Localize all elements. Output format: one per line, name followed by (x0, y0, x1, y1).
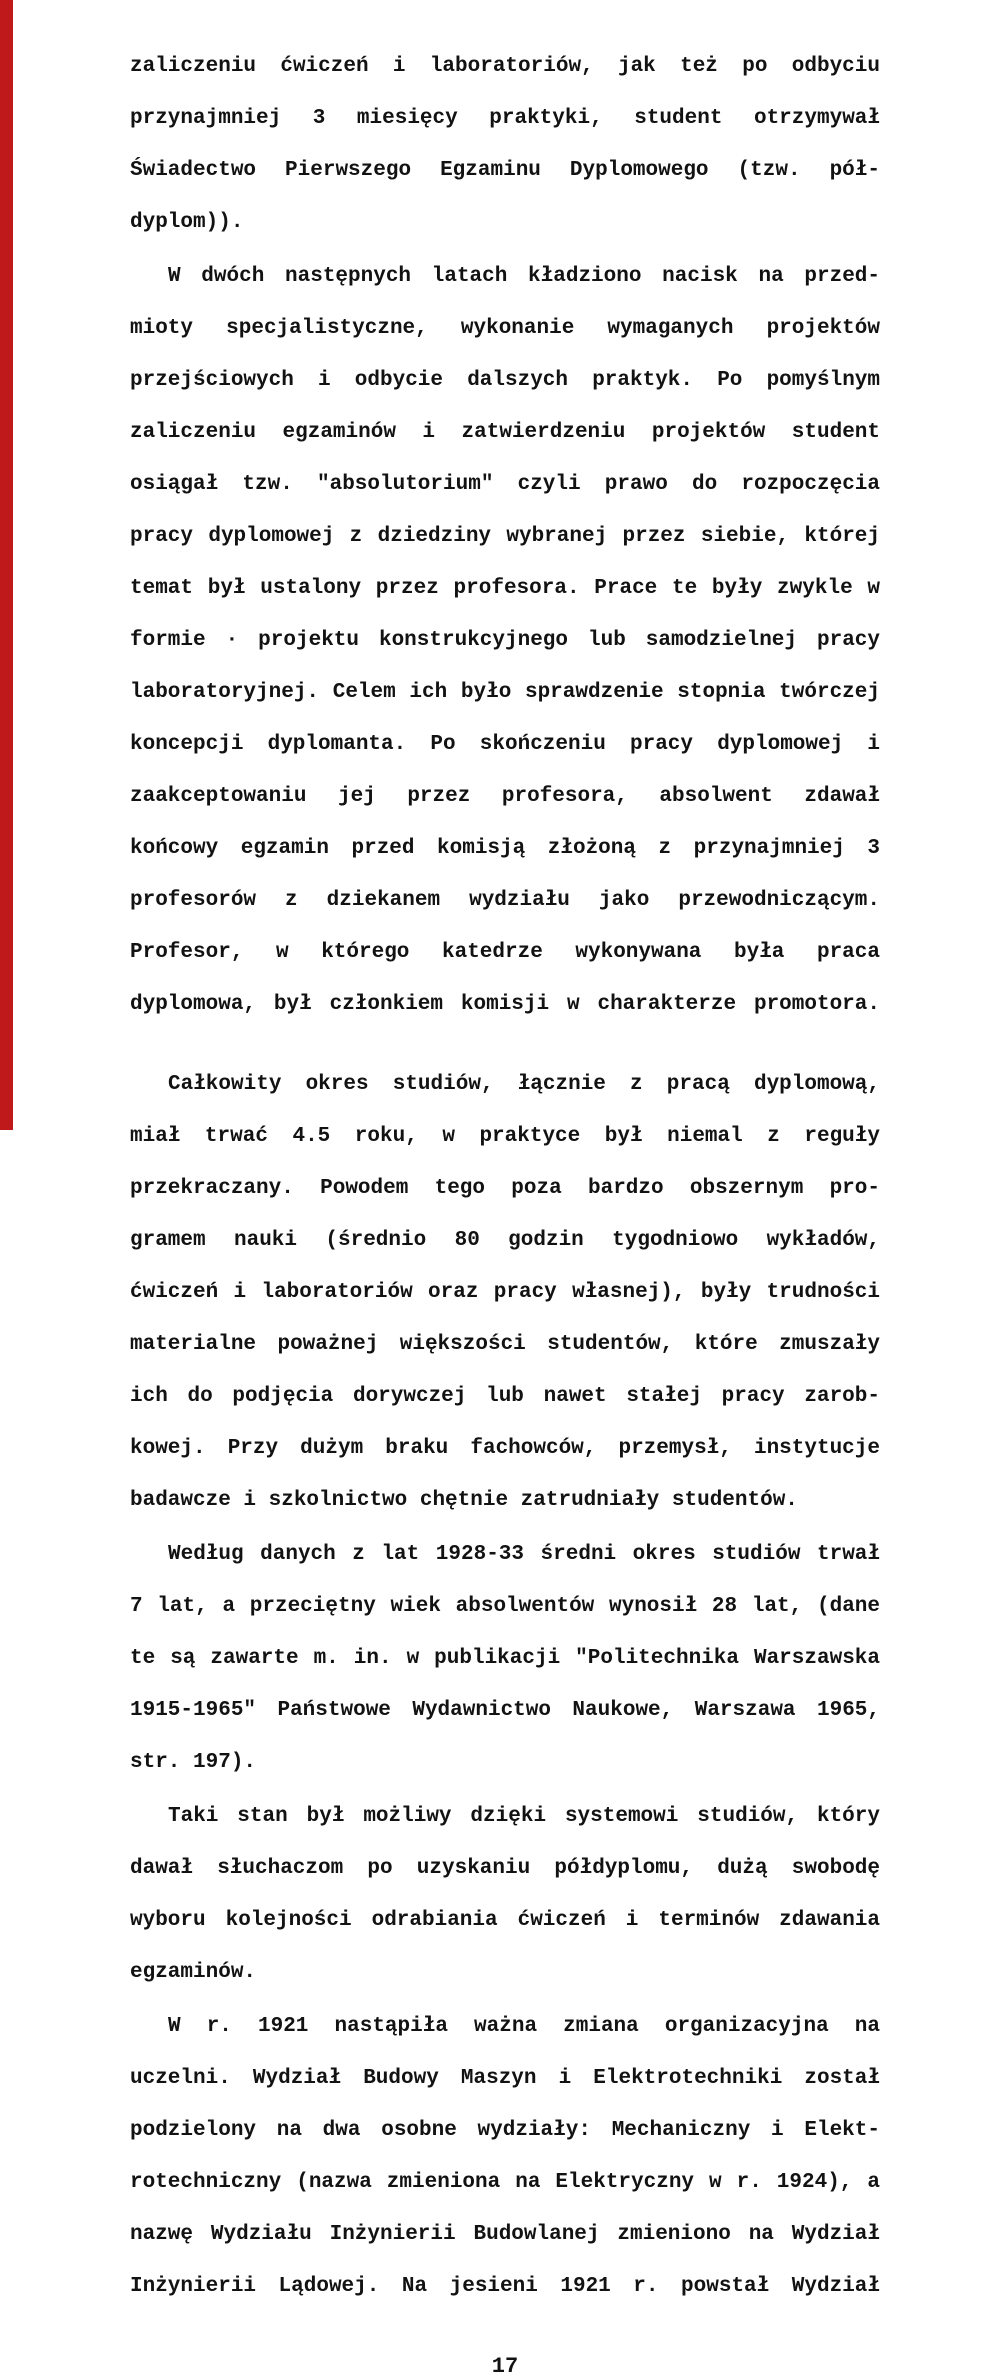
text-line: kowej. Przy dużym braku fachowców, przemysł, instytucje (130, 1437, 880, 1460)
text-line: dyplomowa, był członkiem komisji w charakterze promotora. (130, 993, 880, 1016)
text-line: przynajmniej 3 miesięcy praktyki, student otrzymywał (130, 107, 880, 130)
text-line: gramem nauki (średnio 80 godzin tygodniowo wykładów, (130, 1229, 880, 1252)
text-line: dawał słuchaczom po uzyskaniu półdyplomu, dużą swobodę (130, 1857, 880, 1880)
text-line: końcowy egzamin przed komisją złożoną z przynajmniej 3 (130, 837, 880, 860)
text-line: te są zawarte m. in. w publikacji "Politechnika Warszawska (130, 1647, 880, 1670)
text-line: Inżynierii Lądowej. Na jesieni 1921 r. powstał Wydział (130, 2275, 880, 2298)
text-line: str. 197). (130, 1751, 257, 1774)
text-line: koncepcji dyplomanta. Po skończeniu pracy dyplomowej i (130, 733, 880, 756)
text-line: przejściowych i odbycie dalszych praktyk. Po pomyślnym (130, 369, 880, 392)
text-line: egzaminów. (130, 1961, 257, 1984)
text-line: W r. 1921 nastąpiła ważna zmiana organizacyjna na (168, 2015, 880, 2038)
text-line: nazwę Wydziału Inżynierii Budowlanej zmieniono na Wydział (130, 2223, 880, 2246)
text-line: zaliczeniu egzaminów i zatwierdzeniu projektów student (130, 421, 880, 444)
text-line: osiągał tzw. "absolutorium" czyli prawo do rozpoczęcia (130, 473, 880, 496)
text-line: Całkowity okres studiów, łącznie z pracą dyplomową, (168, 1073, 880, 1096)
text-line: ich do podjęcia dorywczej lub nawet stałej pracy zarob- (130, 1385, 880, 1408)
text-line: formie · projektu konstrukcyjnego lub samodzielnej pracy (130, 629, 880, 652)
text-line: Profesor, w którego katedrze wykonywana była praca (130, 941, 880, 964)
text-line: zaliczeniu ćwiczeń i laboratoriów, jak też po odbyciu (130, 55, 880, 78)
paragraph (130, 264, 880, 1044)
text-line: podzielony na dwa osobne wydziały: Mechaniczny i Elekt- (130, 2119, 880, 2142)
text-line: Według danych z lat 1928-33 średni okres studiów trwał (168, 1543, 880, 1566)
text-line: 1915-1965" Państwowe Wydawnictwo Naukowe, Warszawa 1965, (130, 1699, 880, 1722)
text-line: materialne poważnej większości studentów, które zmuszały (130, 1333, 880, 1356)
text-line: temat był ustalony przez profesora. Prace te były zwykle w (130, 577, 880, 600)
text-line: mioty specjalistyczne, wykonanie wymaganych projektów (130, 317, 880, 340)
text-line: ćwiczeń i laboratoriów oraz pracy własnej), były trudności (130, 1281, 880, 1304)
text-line: 7 lat, a przeciętny wiek absolwentów wynosił 28 lat, (dane (130, 1595, 880, 1618)
text-line: przekraczany. Powodem tego poza bardzo obszernym pro- (130, 1177, 880, 1200)
text-line: Świadectwo Pierwszego Egzaminu Dyplomowego (tzw. pół- (130, 159, 880, 182)
text-line: pracy dyplomowej z dziedziny wybranej przez siebie, której (130, 525, 880, 548)
text-line: zaakceptowaniu jej przez profesora, absolwent zdawał (130, 785, 880, 808)
paragraph (130, 1542, 880, 1776)
text-line: rotechniczny (nazwa zmieniona na Elektryczny w r. 1924), a (130, 2171, 880, 2194)
text-line: dyplom)). (130, 211, 244, 234)
paragraph (130, 54, 880, 236)
text-line: Taki stan był możliwy dzięki systemowi studiów, który (168, 1805, 880, 1828)
text-line: laboratoryjnej. Celem ich było sprawdzenie stopnia twórczej (130, 681, 880, 704)
text-block (130, 54, 880, 2380)
text-line: profesorów z dziekanem wydziału jako przewodniczącym. (130, 889, 880, 912)
page-edge-stripe (0, 0, 13, 1130)
text-line: badawcze i szkolnictwo chętnie zatrudniały studentów. (130, 1489, 798, 1512)
paragraph (130, 1072, 880, 1514)
text-line: wyboru kolejności odrabiania ćwiczeń i terminów zdawania (130, 1909, 880, 1932)
text-line: W dwóch następnych latach kładziono nacisk na przed- (168, 265, 880, 288)
paragraph (130, 1804, 880, 1986)
paragraph (130, 2014, 880, 2326)
text-line: miał trwać 4.5 roku, w praktyce był niemal z reguły (130, 1125, 880, 1148)
page-number: 17 (491, 2354, 519, 2379)
text-line: uczelni. Wydział Budowy Maszyn i Elektrotechniki został (130, 2067, 880, 2090)
